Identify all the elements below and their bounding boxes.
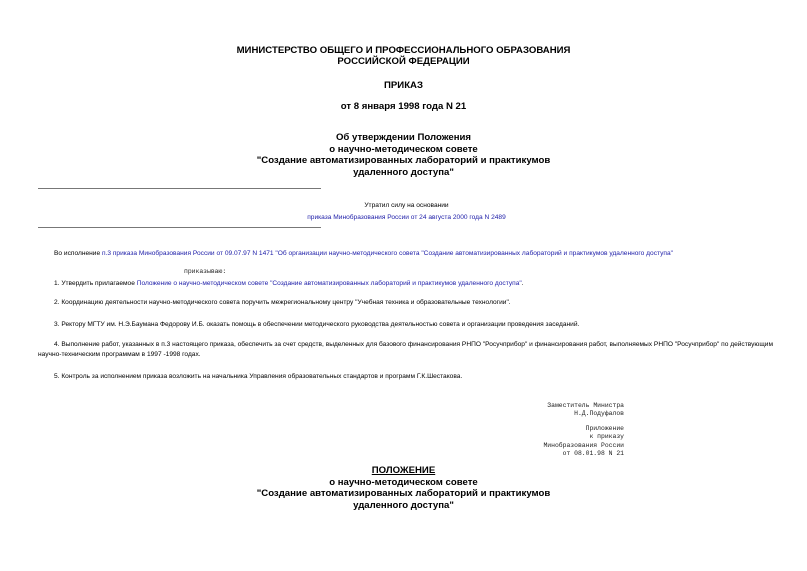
signature-position: Заместитель Министра <box>547 402 624 409</box>
intro-link[interactable]: п.3 приказа Минобразования России от 09.07.97 N 1471 "Об организации научно-методического совета "Создание автоматизированных лабораторий и практикумов удаленного доступа" <box>101 250 673 257</box>
status-note-line-1: Утратил силу на основании <box>364 202 449 209</box>
appendix-note-line-3: Минобразования России <box>543 441 624 449</box>
order-word: приказываю: <box>184 268 227 275</box>
appendix-note-line-4: от 08.01.98 N 21 <box>562 450 624 458</box>
appendix-title-line-4: удаленного доступа" <box>353 499 454 511</box>
appendix-title-line-3: "Создание автоматизированных лабораторий и практикумов <box>256 488 551 499</box>
item-1 <box>38 279 773 289</box>
appendix-note <box>543 425 624 459</box>
item-4: 4. Выполнение работ, указанных в п.3 настоящего приказа, обеспечить за счет средств, выделенных для базового финансирования РНПО "Росучприбор" и финансирования работ, выполняемых РНПО "Росучприбор" по действующим научно-техническим программам в 1997 -1998 годах. <box>38 341 773 358</box>
title-line-4: удаленного доступа" <box>353 166 454 178</box>
ministry-line-2: РОССИЙСКОЙ ФЕДЕРАЦИИ <box>337 56 470 67</box>
divider-bottom <box>38 227 321 228</box>
divider-top <box>38 188 321 189</box>
item-2: 2. Координацию деятельности научно-методического совета поручить межрегиональному центру "Учебная техника и образовательные технологии". <box>54 299 511 306</box>
appendix-title <box>0 465 807 511</box>
appendix-note-line-2: к приказу <box>589 433 624 441</box>
ministry-header <box>0 45 807 67</box>
item-1-link[interactable]: Положение о научно-методическом совете "Создание автоматизированных лабораторий и практикумов удаленного доступа" <box>136 280 522 287</box>
appendix-title-line-1: ПОЛОЖЕНИЕ <box>371 465 436 476</box>
document-title <box>0 132 807 178</box>
appendix-title-line-2: о научно-методическом совете <box>329 476 478 488</box>
document-type: ПРИКАЗ <box>384 80 423 91</box>
item-1-prefix: 1. Утвердить прилагаемое <box>54 280 137 287</box>
title-line-2: о научно-методическом совете <box>329 143 478 155</box>
status-note <box>0 201 807 222</box>
signature-name: Н.Д.Подуфалов <box>574 410 624 418</box>
item-5: 5. Контроль за исполнением приказа возложить на начальника Управления образовательных стандартов и программ Г.К.Шестакова. <box>54 373 463 380</box>
signature-block <box>547 402 624 419</box>
ministry-line-1: МИНИСТЕРСТВО ОБЩЕГО И ПРОФЕССИОНАЛЬНОГО ОБРАЗОВАНИЯ <box>236 45 571 56</box>
appendix-note-line-1: Приложение <box>585 425 624 432</box>
item-1-suffix: . <box>521 280 524 287</box>
intro-prefix: Во исполнение <box>54 250 102 257</box>
item-3: 3. Ректору МГТУ им. Н.Э.Баумана Федорову И.Б. оказать помощь в обеспечении методического руководства деятельностью совета и организации проведения заседаний. <box>54 321 580 328</box>
intro-paragraph <box>38 249 773 259</box>
document-date: от 8 января 1998 года N 21 <box>340 101 467 112</box>
status-note-link[interactable]: приказа Минобразования России от 24 августа 2000 года N 2489 <box>307 214 506 221</box>
title-line-3: "Создание автоматизированных лабораторий и практикумов <box>256 155 551 166</box>
title-line-1: Об утверждении Положения <box>335 132 472 143</box>
